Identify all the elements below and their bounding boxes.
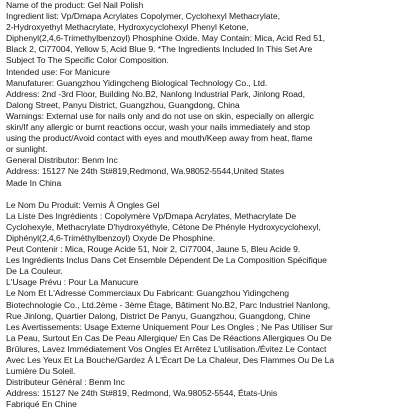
warnings-line: La Peau, Surtout En Cas De Peau Allergique/ En Cas De Réactions Allergiques Ou De [6, 332, 332, 343]
ingredient-list-line: 2-Hydroxyethyl Methacrylate, Hydroxycyclohexyl Phenyl Ketone, [6, 22, 249, 33]
warnings-line: Lumière Du Soleil. [6, 366, 76, 377]
warnings-line: or sunlight. [6, 144, 48, 155]
distributor-address-line: Address: 15127 Ne 24th St#819,Redmond, Wa.98052-5544,United States [6, 166, 285, 177]
composition-note-line: Les Ingrédients Inclus Dans Cet Ensemble Dépendent De La Composition Spécifique [6, 255, 327, 266]
ingredient-list-line: Subject To The Specific Color Composition. [6, 55, 169, 66]
distributor-line: Distributeur Général : Benm Inc [6, 377, 125, 388]
composition-note-line: De La Couleur. [6, 266, 63, 277]
ingredient-list-line: Black 2, Ci77004, Yellow 5, Acid Blue 9. *The Ingredients Included In This Set Are [6, 44, 313, 55]
manufacturer-address-line: Rue Jinlong, Quartier Dalong, District De Panyu, Guangzhou, Guangdong, Chine [6, 310, 311, 321]
intended-use-line: Intended use: For Manicure [6, 66, 110, 77]
warnings-line: skin/If any allergic or burnt reactions occur, wash your nails immediately and stop [6, 122, 310, 133]
warnings-line: Warnings: External use for nails only and do not use on skin, especially on allergic [6, 110, 314, 121]
origin-line: Fabriqué En Chine [6, 399, 77, 410]
may-contain-line: Peut Contenir : Mica, Rouge Acide 51, Noir 2, Ci77004, Jaune 5, Bleu Acide 9. [6, 244, 301, 255]
ingredient-list-line: Ingredient list: Vp/Dmapa Acrylates Copolymer, Cyclohexyl Methacrylate, [6, 11, 280, 22]
warnings-line: Les Avertissements: Usage Externe Uniquement Pour Les Ongles ; Ne Pas Utiliser Sur [6, 321, 333, 332]
manufacturer-line: Le Nom Et L'Adresse Commerciaux Du Fabricant: Guangzhou Yidingcheng [6, 288, 289, 299]
intended-use-line: L'Usage Prévu : Pour La Manucure [6, 277, 139, 288]
product-label-document [6, 0, 410, 410]
product-name-line: Name of the product: Gel Nail Polish [6, 0, 144, 10]
warnings-line: using the product/Avoid contact with eyes and mouth/Keep away from heat, flame [6, 133, 313, 144]
manufacturer-address-line: Address: 2nd -3rd Floor, Building No.B2, Nanlong Industrial Park, Jinlong Road, [6, 88, 305, 99]
ingredient-list-line: Cyclohexyle, Methacrylate D'hydroxyéthyle, Cétone De Phényle Hydroxycyclohexyl, [6, 221, 321, 232]
ingredient-list-line: Diphényl(2,4,6-Triméthylbenzoyl) Oxyde De Phosphine. [6, 232, 216, 243]
ingredient-list-line: La Liste Des Ingrédients : Copolymère Vp/Dmapa Acrylates, Methacrylate De [6, 210, 297, 221]
french-section [6, 200, 410, 411]
warnings-line: Brûlures, Lavez Immédiatement Vos Ongles Et Arrêtez L'utilisation./Évitez Le Contact [6, 343, 327, 354]
distributor-address-line: Address: 15127 Ne 24th St#819, Redmond, Wa.98052-5544, États-Unis [6, 388, 278, 399]
manufacturer-line: Manufaturer: Guangzhou Yidingcheng Biological Technology Co., Ltd. [6, 77, 268, 88]
origin-line: Made In China [6, 177, 62, 188]
product-name-line: Le Nom Du Produit: Vernis À Ongles Gel [6, 199, 160, 210]
ingredient-list-line: Diphenyl(2,4,6-Trimethylbenzoyl) Phosphine Oxide. May Contain: Mica, Acid Red 51, [6, 33, 326, 44]
distributor-line: General Distributor: Benm Inc [6, 155, 118, 166]
warnings-line: Avec Les Yeux Et La Bouche/Gardez À L'Écart De La Chaleur, Des Flammes Ou De La [6, 355, 335, 365]
english-section [6, 0, 410, 189]
manufacturer-address-line: Dalong Street, Panyu District, Guangzhou, Guangdong, China [6, 99, 240, 110]
manufacturer-address-line: Biotechnologie Co., Ltd.2ème - 3ème Étage, Bâtiment No.B2, Parc Industriel Nanlong, [6, 299, 331, 310]
section-gap [6, 189, 410, 200]
